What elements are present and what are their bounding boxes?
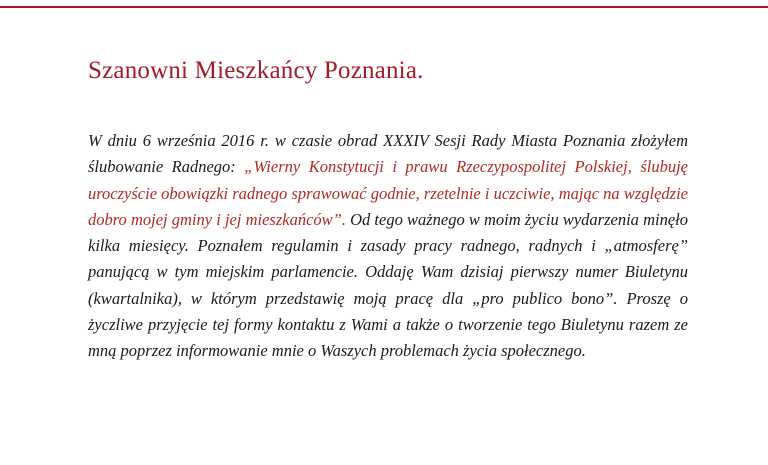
paragraph-rest-text: Od tego ważnego w moim życiu wydarzenia minęło kilka miesięcy. Poznałem regulamin i zasady pracy radnego, radnych i „atmosferę” panującą w tym miejskim parlamencie. Oddaję Wam dzisiaj pierwszy numer Biuletynu (kwartalnika), w którym przedstawię moją pracę dla „pro publico bono”. Proszę o życzliwe przyjęcie tej formy kontaktu z Wami a także o tworzenie tego Biuletynu razem ze mną poprzez informowanie mnie o Waszych problemach życia społecznego. <box>88 209 688 361</box>
document-content <box>88 56 688 365</box>
letter-paragraph <box>88 128 688 365</box>
page-title: Szanowni Mieszkańcy Poznania. <box>88 57 424 84</box>
paragraph-lead-text: W dniu 6 września 2016 r. w czasie obrad XXXIV Sesji Rady Miasta Poznania złożyłem ślubowanie Radnego: <box>88 131 688 177</box>
oath-quote-text: „Wierny Konstytucji i prawu Rzeczypospolitej Polskiej, ślubuję uroczyście obowiązki radnego sprawować godnie, rzetelnie i uczciwie, mając na względzie dobro mojej gminy i jej mieszkańców”. <box>88 157 688 229</box>
top-divider-rule <box>0 6 768 8</box>
